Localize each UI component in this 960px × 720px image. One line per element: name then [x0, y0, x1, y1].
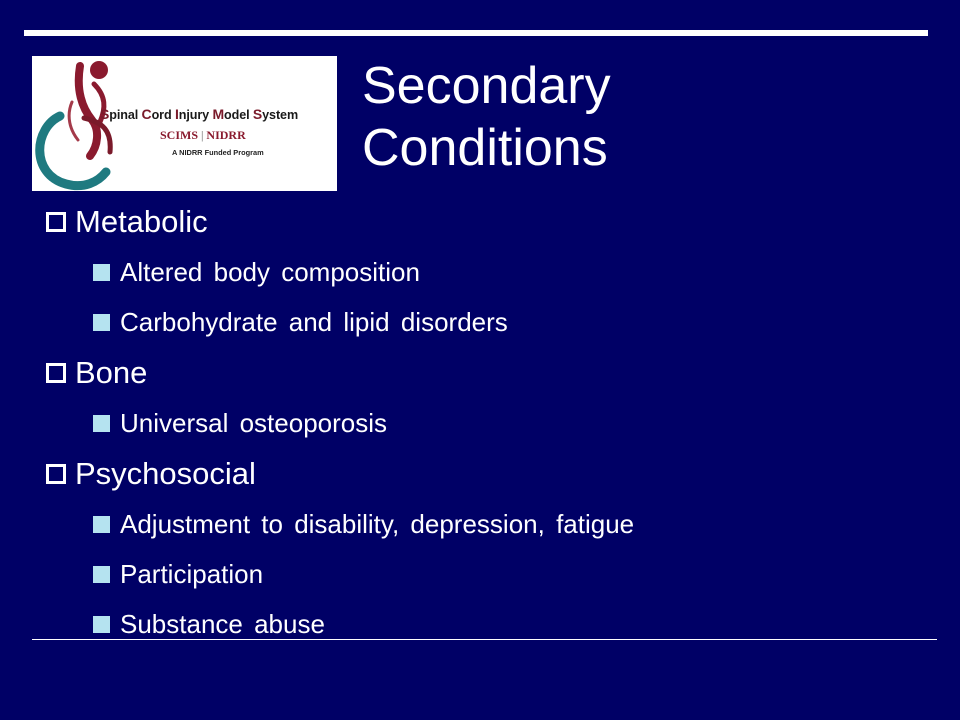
logo-org-names: SCIMS | NIDRR	[160, 128, 246, 142]
logo-program-name: Spinal Cord Injury Model System	[100, 106, 299, 122]
slide-title	[362, 55, 782, 179]
square-bullet-icon	[93, 264, 110, 281]
top-divider	[24, 30, 928, 36]
list-item: Participation	[93, 549, 634, 599]
hollow-square-bullet-icon	[46, 464, 66, 484]
square-bullet-icon	[93, 415, 110, 432]
hollow-square-bullet-icon	[46, 363, 66, 383]
scims-logo	[32, 56, 337, 191]
list-item: Substance abuse	[93, 599, 634, 649]
list-item: Altered body composition	[93, 247, 634, 297]
section-heading-metabolic: Metabolic	[46, 196, 634, 247]
wheelchair-figure-icon	[32, 56, 142, 191]
square-bullet-icon	[93, 566, 110, 583]
section-heading-psychosocial: Psychosocial	[46, 448, 634, 499]
section-heading-bone: Bone	[46, 347, 634, 398]
square-bullet-icon	[93, 314, 110, 331]
title-line: Secondary	[362, 57, 611, 115]
list-item: Universal osteoporosis	[93, 398, 634, 448]
title-line: Conditions	[362, 119, 608, 177]
square-bullet-icon	[93, 516, 110, 533]
hollow-square-bullet-icon	[46, 212, 66, 232]
bullet-list	[46, 196, 634, 649]
list-item: Adjustment to disability, depression, fatigue	[93, 499, 634, 549]
bottom-divider	[32, 639, 937, 640]
square-bullet-icon	[93, 616, 110, 633]
list-item: Carbohydrate and lipid disorders	[93, 297, 634, 347]
logo-tagline: A NIDRR Funded Program	[172, 148, 264, 157]
